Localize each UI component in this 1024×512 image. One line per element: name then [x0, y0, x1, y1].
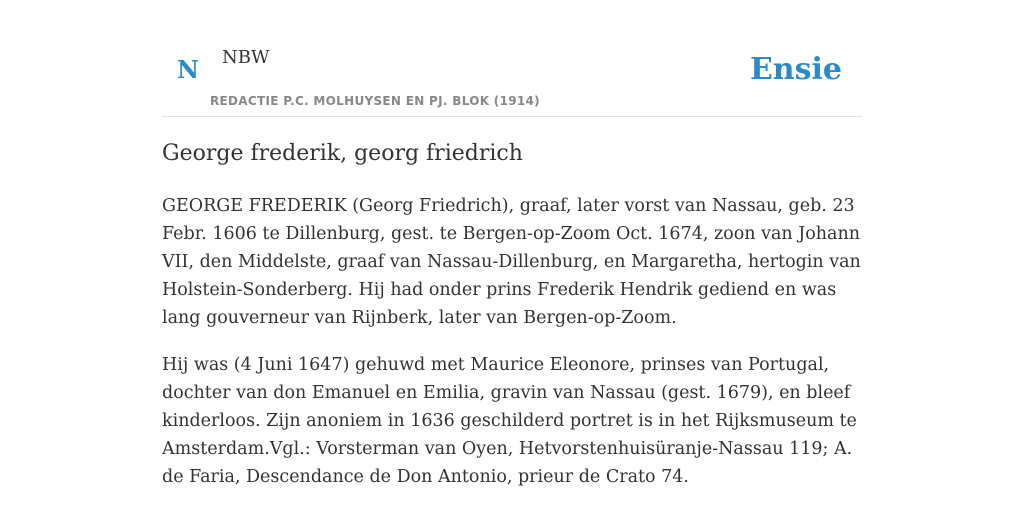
article-paragraph: GEORGE FREDERIK (Georg Friedrich), graaf, later vorst van Nassau, geb. 23 Febr. 1606 te Dillenburg, gest. te Bergen-op-Zoom Oct. 1674, zoon van Johann VII, den Middelste, graaf van Nassau-Dillenburg, en Margaretha, hertogin van Holstein-Sonderberg. Hij had onder prins Frederik Hendrik gediend en was lang gouverneur van Rijnberk, later van Bergen-op-Zoom.	[162, 196, 861, 328]
brand-logo-link[interactable]: Ensie	[749, 52, 842, 87]
source-header	[162, 0, 862, 117]
source-editors: REDACTIE P.C. MOLHUYSEN EN PJ. BLOK (1914)	[210, 94, 540, 108]
source-logo[interactable]: N	[177, 55, 199, 84]
article-paragraph: Hij was (4 Juni 1647) gehuwd met Maurice Eleonore, prinses van Portugal, dochter van don Emanuel en Emilia, gravin van Nassau (gest. 1679), en bleef kinderloos. Zijn anoniem in 1636 geschilderd portret is in het Rijksmuseum te Amsterdam.Vgl.: Vorsterman van Oyen, Hetvorstenhuisüranje-Nassau 119; A. de Faria, Descendance de Don Antonio, prieur de Crato 74.	[162, 355, 857, 487]
article-title: George frederik, georg friedrich	[162, 141, 523, 166]
source-name[interactable]: NBW	[222, 47, 270, 68]
